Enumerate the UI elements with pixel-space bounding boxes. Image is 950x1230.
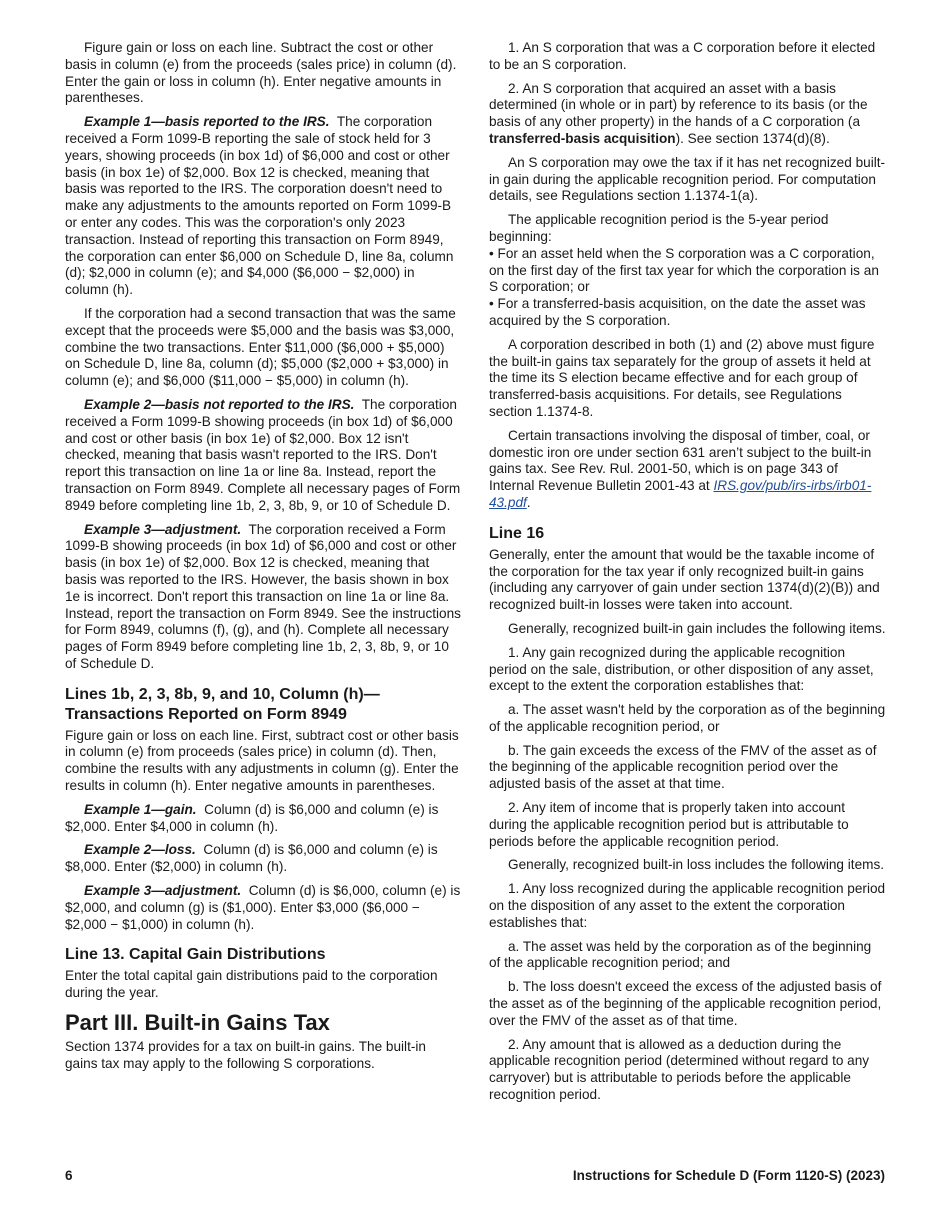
example-heading: Example 3—adjustment. — [84, 521, 242, 537]
example-paragraph — [65, 522, 462, 673]
sub-list-item: b. The gain exceeds the excess of the FMV of the asset as of the beginning of the applicable recognition period over the adjusted basis of the asset at that time. — [489, 742, 877, 792]
paragraph: The applicable recognition period is the 5-year period beginning: — [489, 212, 829, 244]
example-paragraph — [65, 397, 462, 515]
paragraph: Generally, recognized built-in loss includes the following items. — [508, 857, 885, 873]
example-text: Column (d) is $6,000 and column (e) is $2,000. Enter $4,000 in column (h). — [65, 801, 439, 834]
left-column — [65, 40, 462, 1080]
example-text: The corporation received a Form 1099-B showing proceeds (in box 1d) of $6,000 and cost or other basis (in box 1e) of $2,000. Box 12 is checked, meaning that basis was reported to the IRS. However, the basis shown in box 1e is incorrect. Don't report this transaction on line 1a or line 8a. Instead, report the transaction on Form 8949. See the instructions for Form 8949, columns (f), (g), and (h). Complete all necessary pages of Form 8949 before completing line 1b, 2, 3, 8b, 9, or 10 of Schedule D. — [65, 521, 461, 671]
example-text: The corporation received a Form 1099-B reporting the sale of stock held for 3 years, showing proceeds (in box 1d) of $6,000 and cost or other basis (in box 1e) of $2,000. Box 12 is checked, meaning that basis was reported to the IRS. The corporation doesn't need to make any adjustments to the amounts reported on Form 1099-B or enter any codes. This was the corporation's only 2023 transaction. Instead of reporting this transaction on Form 8949, the corporation can enter $6,000 on Schedule D, line 8a, column (d); $2,000 in column (e); and $4,000 ($6,000 − $2,000) in column (h). — [65, 114, 454, 298]
text-run: Certain transactions involving the disposal of timber, coal, or domestic iron ore under section 631 aren’t subject to the built-in gains tax. See Rev. Rul. 2001-50, which is on page 343 of Internal Revenue Bulletin 2001-43 at — [489, 427, 872, 494]
bullet-item: • For an asset held when the S corporation was a C corporation, on the first day of the first tax year for which the corporation is an S corporation; or — [489, 245, 879, 295]
paragraph: Generally, recognized built-in gain includes the following items. — [508, 620, 886, 636]
part-heading: Part III. Built-in Gains Tax — [65, 1010, 330, 1036]
bullet-item: • For a transferred-basis acquisition, on the date the asset was acquired by the S corporation. — [489, 296, 866, 328]
paragraph: An S corporation may owe the tax if it has net recognized built-in gain during the applicable recognition period. For computation details, see Regulations section 1.1374-1(a). — [489, 154, 886, 204]
example-paragraph — [65, 802, 462, 836]
irs-bulletin-link[interactable]: IRS.gov/pub/irs-irbs/irb01-43.pdf — [489, 478, 872, 510]
paragraph — [489, 428, 886, 512]
section-heading: Line 13. Capital Gain Distributions — [65, 946, 326, 964]
text-run: 2. An S corporation that acquired an asset with a basis determined (in whole or in part) by reference to its basis (or the basis of any other property) in the hands of a C corporation (a — [489, 80, 868, 130]
right-column — [489, 40, 886, 1111]
list-item — [489, 81, 886, 148]
example-text: Column (d) is $6,000, column (e) is $2,000, and column (g) is ($1,000). Enter $3,000 ($6,000 − $2,000 − $1,000) in column (h). — [65, 883, 461, 932]
sub-list-item: a. The asset was held by the corporation as of the beginning of the applicable recognition period; and — [489, 938, 872, 971]
page-number: 6 — [65, 1168, 73, 1183]
paragraph: Generally, enter the amount that would be the taxable income of the corporation for the tax year if only recognized built-in gains (including any carryover of gain under section 1374(d)(2)(B)) and recognized built-in losses were taken into account. — [489, 546, 880, 613]
example-heading: Example 1—gain. — [84, 801, 197, 817]
paragraph: A corporation described in both (1) and (2) above must figure the built-in gains tax separately for the group of assets it held at the time its S election became effective and for each group of transferred-basis acquisitions. For details, see Regulations section 1.1374-8. — [489, 336, 875, 419]
example-text: Column (d) is $6,000 and column (e) is $8,000. Enter ($2,000) in column (h). — [65, 842, 438, 875]
list-item: 1. Any gain recognized during the applicable recognition period on the sale, distribution, or other disposition of any asset, except to the extent the corporation establishes that: — [489, 644, 874, 694]
list-item: 2. Any amount that is allowed as a deduction during the applicable recognition period (determined without regard to any carryover) but is attributable to periods before the applicable recognition period. — [489, 1036, 870, 1103]
footer-title: Instructions for Schedule D (Form 1120-S) (2023) — [572, 1168, 885, 1183]
example-heading: Example 3—adjustment. — [84, 883, 242, 899]
text-run: ). See section 1374(d)(8). — [675, 130, 830, 146]
paragraph: Section 1374 provides for a tax on built-in gains. The built-in gains tax may apply to the following S corporations. — [65, 1039, 426, 1071]
section-heading: Lines 1b, 2, 3, 8b, 9, and 10, Column (h)—Transactions Reported on Form 8949 — [65, 685, 380, 723]
list-item: 2. Any item of income that is properly taken into account during the applicable recognition period but is attributable to periods before the applicable recognition period. — [489, 800, 849, 849]
example-paragraph — [65, 114, 462, 299]
example-paragraph — [65, 842, 462, 876]
page-body — [65, 40, 885, 1170]
paragraph: Figure gain or loss on each line. First, subtract cost or other basis in column (e) from proceeds (sales price) in column (d). Then, combine the results with any adjustments in column (g). Enter the results in column (h). Enter negative amounts in parentheses. — [65, 727, 459, 794]
example-heading: Example 2—basis not reported to the IRS. — [84, 396, 355, 412]
text-run: . — [526, 494, 531, 510]
section-heading: Line 16 — [489, 524, 545, 542]
example-paragraph — [65, 883, 462, 933]
paragraph: If the corporation had a second transaction that was the same except that the proceeds were $5,000 and the basis was $3,000, combine the two transactions. Enter $11,000 ($6,000 + $5,000) on Schedule D, line 8a, column (d); $5,000 ($2,000 + $3,000) in column (e); and $6,000 ($11,000 − $5,000) in column (h). — [65, 305, 456, 389]
list-item: 1. Any loss recognized during the applicable recognition period on the disposition of any asset to the extent the corporation establishes that: — [489, 881, 886, 930]
sub-list-item: a. The asset wasn't held by the corporation as of the beginning of the applicable recognition period, or — [489, 702, 886, 734]
sub-list-item: b. The loss doesn't exceed the excess of the adjusted basis of the asset as of the beginning of the applicable recognition period, over the FMV of the asset as of that time. — [489, 979, 882, 1028]
list-item: 1. An S corporation that was a C corporation before it elected to be an S corporation. — [489, 40, 876, 72]
bold-term: transferred-basis acquisition — [489, 130, 676, 146]
paragraph: Enter the total capital gain distributions paid to the corporation during the year. — [65, 968, 438, 1001]
example-text: The corporation received a Form 1099-B showing proceeds (in box 1d) of $6,000 and cost or other basis (in box 1e) of $2,000. Box 12 isn't checked, meaning that basis wasn't reported to the IRS. Don't report this transaction on line 1a or line 8a. Instead, report the transaction on Form 8949. Complete all necessary pages of Form 8949 before completing line 1b, 2, 3, 8b, 9, or 10 of Schedule D. — [65, 396, 461, 513]
paragraph: Figure gain or loss on each line. Subtract the cost or other basis in column (e) from the proceeds (sales price) in column (d). Enter the gain or loss in column (h). Enter negative amounts in parentheses. — [65, 40, 457, 106]
example-heading: Example 1—basis reported to the IRS. — [84, 114, 330, 130]
example-heading: Example 2—loss. — [84, 842, 196, 858]
